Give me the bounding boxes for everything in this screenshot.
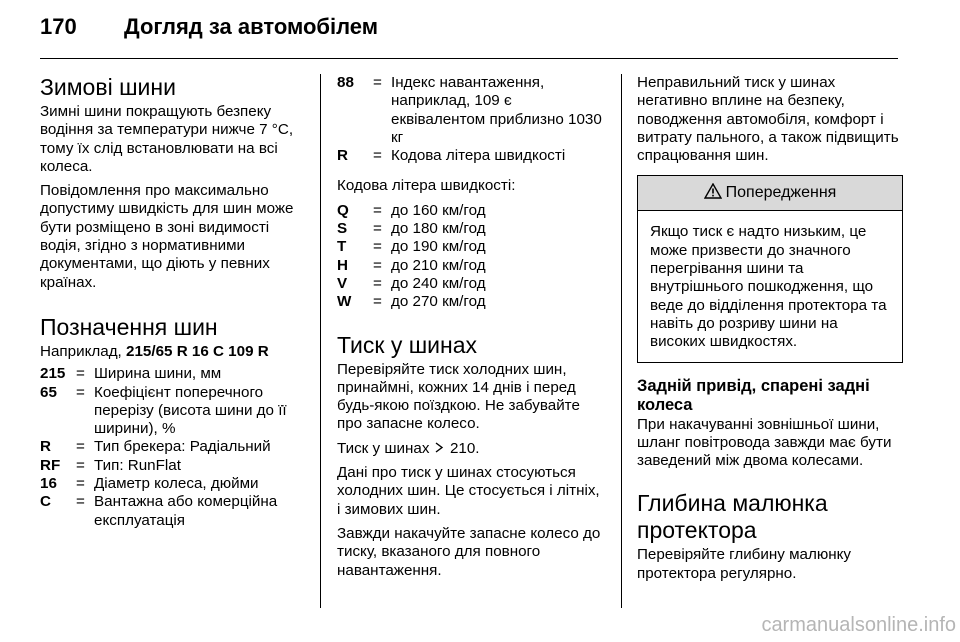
warning-title: Попередження xyxy=(725,184,837,202)
speed-term: Q xyxy=(337,201,349,219)
speed-def: до 240 км/год xyxy=(391,274,486,292)
paragraph: Зимні шини покращують безпеку водіння за температури нижче 7 °C, тому їх слід встановлювати на всі колеса. xyxy=(40,103,294,175)
speed-def: до 270 км/год xyxy=(391,293,486,311)
speed-term: H xyxy=(337,256,348,274)
legend-eq: = xyxy=(76,493,85,511)
paragraph: Повідомлення про максимально допустиму швидкість для шин може бути розміщено в зоні видимості водія, згідно з нормативними документами, що діють у певних країнах. xyxy=(40,182,294,291)
speed-code-intro: Кодова літера швидкості: xyxy=(337,177,516,195)
column-1 xyxy=(40,74,306,536)
legend-def: Кодова літера швидкості xyxy=(391,147,566,165)
legend-row xyxy=(40,457,306,475)
paragraph: При накачуванні зовнішньої шини, шланг повітровода завжди має бути заведений між двома колесами. xyxy=(637,415,892,470)
legend-eq: = xyxy=(373,147,382,165)
column-3 xyxy=(637,74,903,589)
speed-row xyxy=(337,202,603,220)
legend-term: 215 xyxy=(40,365,66,383)
legend-row xyxy=(40,384,306,439)
speed-eq: = xyxy=(373,238,382,256)
section-title-rear-wheels: Задній привід, спарені задні колеса xyxy=(637,376,870,414)
speed-code-list xyxy=(337,202,603,312)
legend-term: 88 xyxy=(337,74,354,91)
tyre-code-legend-continued xyxy=(337,74,603,165)
page-reference-arrow-icon xyxy=(434,440,446,458)
speed-term: S xyxy=(337,220,348,238)
legend-def: Індекс навантаження, наприклад, 109 є еквівалентом приблизно 1030 кг xyxy=(391,74,602,146)
section-title-tread-depth: Глибина малюнка протектора xyxy=(637,490,828,544)
warning-text: Якщо тиск є надто низьким, це може призвести до значного перегрівання шини та внутрішнього пошкодження, що веде до відділення протектора та навіть до розриву шини на високих швидкостях. xyxy=(650,223,887,351)
legend-def: Ширина шини, мм xyxy=(94,365,222,383)
legend-row xyxy=(337,74,603,147)
legend-def: Коефіцієнт поперечного перерізу (висота шини до її ширини), % xyxy=(94,383,287,438)
legend-eq: = xyxy=(76,438,85,456)
legend-term: RF xyxy=(40,456,61,474)
legend-row xyxy=(40,438,306,456)
legend-term: R xyxy=(337,147,348,165)
speed-eq: = xyxy=(373,274,382,292)
header-rule xyxy=(40,58,898,59)
legend-row xyxy=(40,365,306,383)
legend-term: 16 xyxy=(40,475,57,493)
column-2 xyxy=(337,74,603,586)
paragraph: Перевіряйте глибину малюнку протектора регулярно. xyxy=(637,546,852,582)
warning-icon xyxy=(704,183,726,204)
paragraph: Неправильний тиск у шинах негативно вплине на безпеку, поводження автомобіля, комфорт і витрату пального, а також підвищить спрацювання шин. xyxy=(637,74,899,165)
legend-term: C xyxy=(40,493,51,511)
legend-def: Тип: RunFlat xyxy=(94,456,181,474)
example-code: 215/65 R 16 C 109 R xyxy=(126,342,269,360)
column-divider xyxy=(621,74,622,608)
warning-box xyxy=(637,175,903,362)
speed-eq: = xyxy=(373,201,382,219)
speed-def: до 160 км/год xyxy=(391,201,486,219)
speed-eq: = xyxy=(373,220,382,238)
page-title: Догляд за автомобілем xyxy=(124,14,379,39)
legend-def: Вантажна або комерційна експлуатація xyxy=(94,493,278,529)
legend-term: R xyxy=(40,438,51,456)
legend-eq: = xyxy=(76,365,85,383)
speed-eq: = xyxy=(373,293,382,311)
speed-term: V xyxy=(337,274,348,292)
speed-term: T xyxy=(337,238,347,256)
warning-header xyxy=(638,176,902,211)
speed-eq: = xyxy=(373,256,382,274)
column-divider xyxy=(320,74,321,608)
page-number: 170 xyxy=(40,14,77,39)
paragraph: Дані про тиск у шинах стосуються холодних шин. Це стосується і літніх, і зимових шин. xyxy=(337,464,600,518)
speed-row xyxy=(337,293,603,311)
speed-row xyxy=(337,220,603,238)
speed-def: до 210 км/год xyxy=(391,256,486,274)
speed-def: до 190 км/год xyxy=(391,238,486,256)
example-prefix: Наприклад, xyxy=(40,342,122,360)
paragraph: Перевіряйте тиск холодних шин, принаймні, кожних 14 днів і перед будь-якою поїздкою. Не забувайте про запасне колесо. xyxy=(337,360,580,433)
speed-row xyxy=(337,257,603,275)
example-line xyxy=(40,343,306,361)
paragraph: Завжди накачуйте запасне колесо до тиску, вказаного для повного навантаження. xyxy=(337,524,601,579)
speed-def: до 180 км/год xyxy=(391,220,486,238)
speed-row xyxy=(337,238,603,256)
reference-text: Тиск у шинах xyxy=(337,439,430,457)
tyre-code-legend xyxy=(40,365,306,530)
speed-term: W xyxy=(337,293,352,311)
legend-row xyxy=(337,147,603,165)
legend-term: 65 xyxy=(40,383,57,401)
legend-eq: = xyxy=(373,74,382,91)
legend-eq: = xyxy=(76,456,85,474)
speed-row xyxy=(337,275,603,293)
legend-eq: = xyxy=(76,475,85,493)
page-reference-link[interactable]: 210. xyxy=(449,439,480,457)
section-title-winter-tyres: Зимові шини xyxy=(40,74,176,100)
legend-def: Діаметр колеса, дюйми xyxy=(94,475,259,493)
pressure-reference-line xyxy=(337,440,603,458)
page-header xyxy=(40,14,378,48)
legend-eq: = xyxy=(76,383,85,401)
section-title-tyre-pressure: Тиск у шинах xyxy=(337,331,478,358)
legend-def: Тип брекера: Радіальний xyxy=(94,438,271,456)
legend-row xyxy=(40,475,306,493)
legend-row xyxy=(40,493,306,530)
section-title-tyre-marking: Позначення шин xyxy=(40,313,218,340)
watermark: carmanualsonline.info xyxy=(761,614,956,636)
